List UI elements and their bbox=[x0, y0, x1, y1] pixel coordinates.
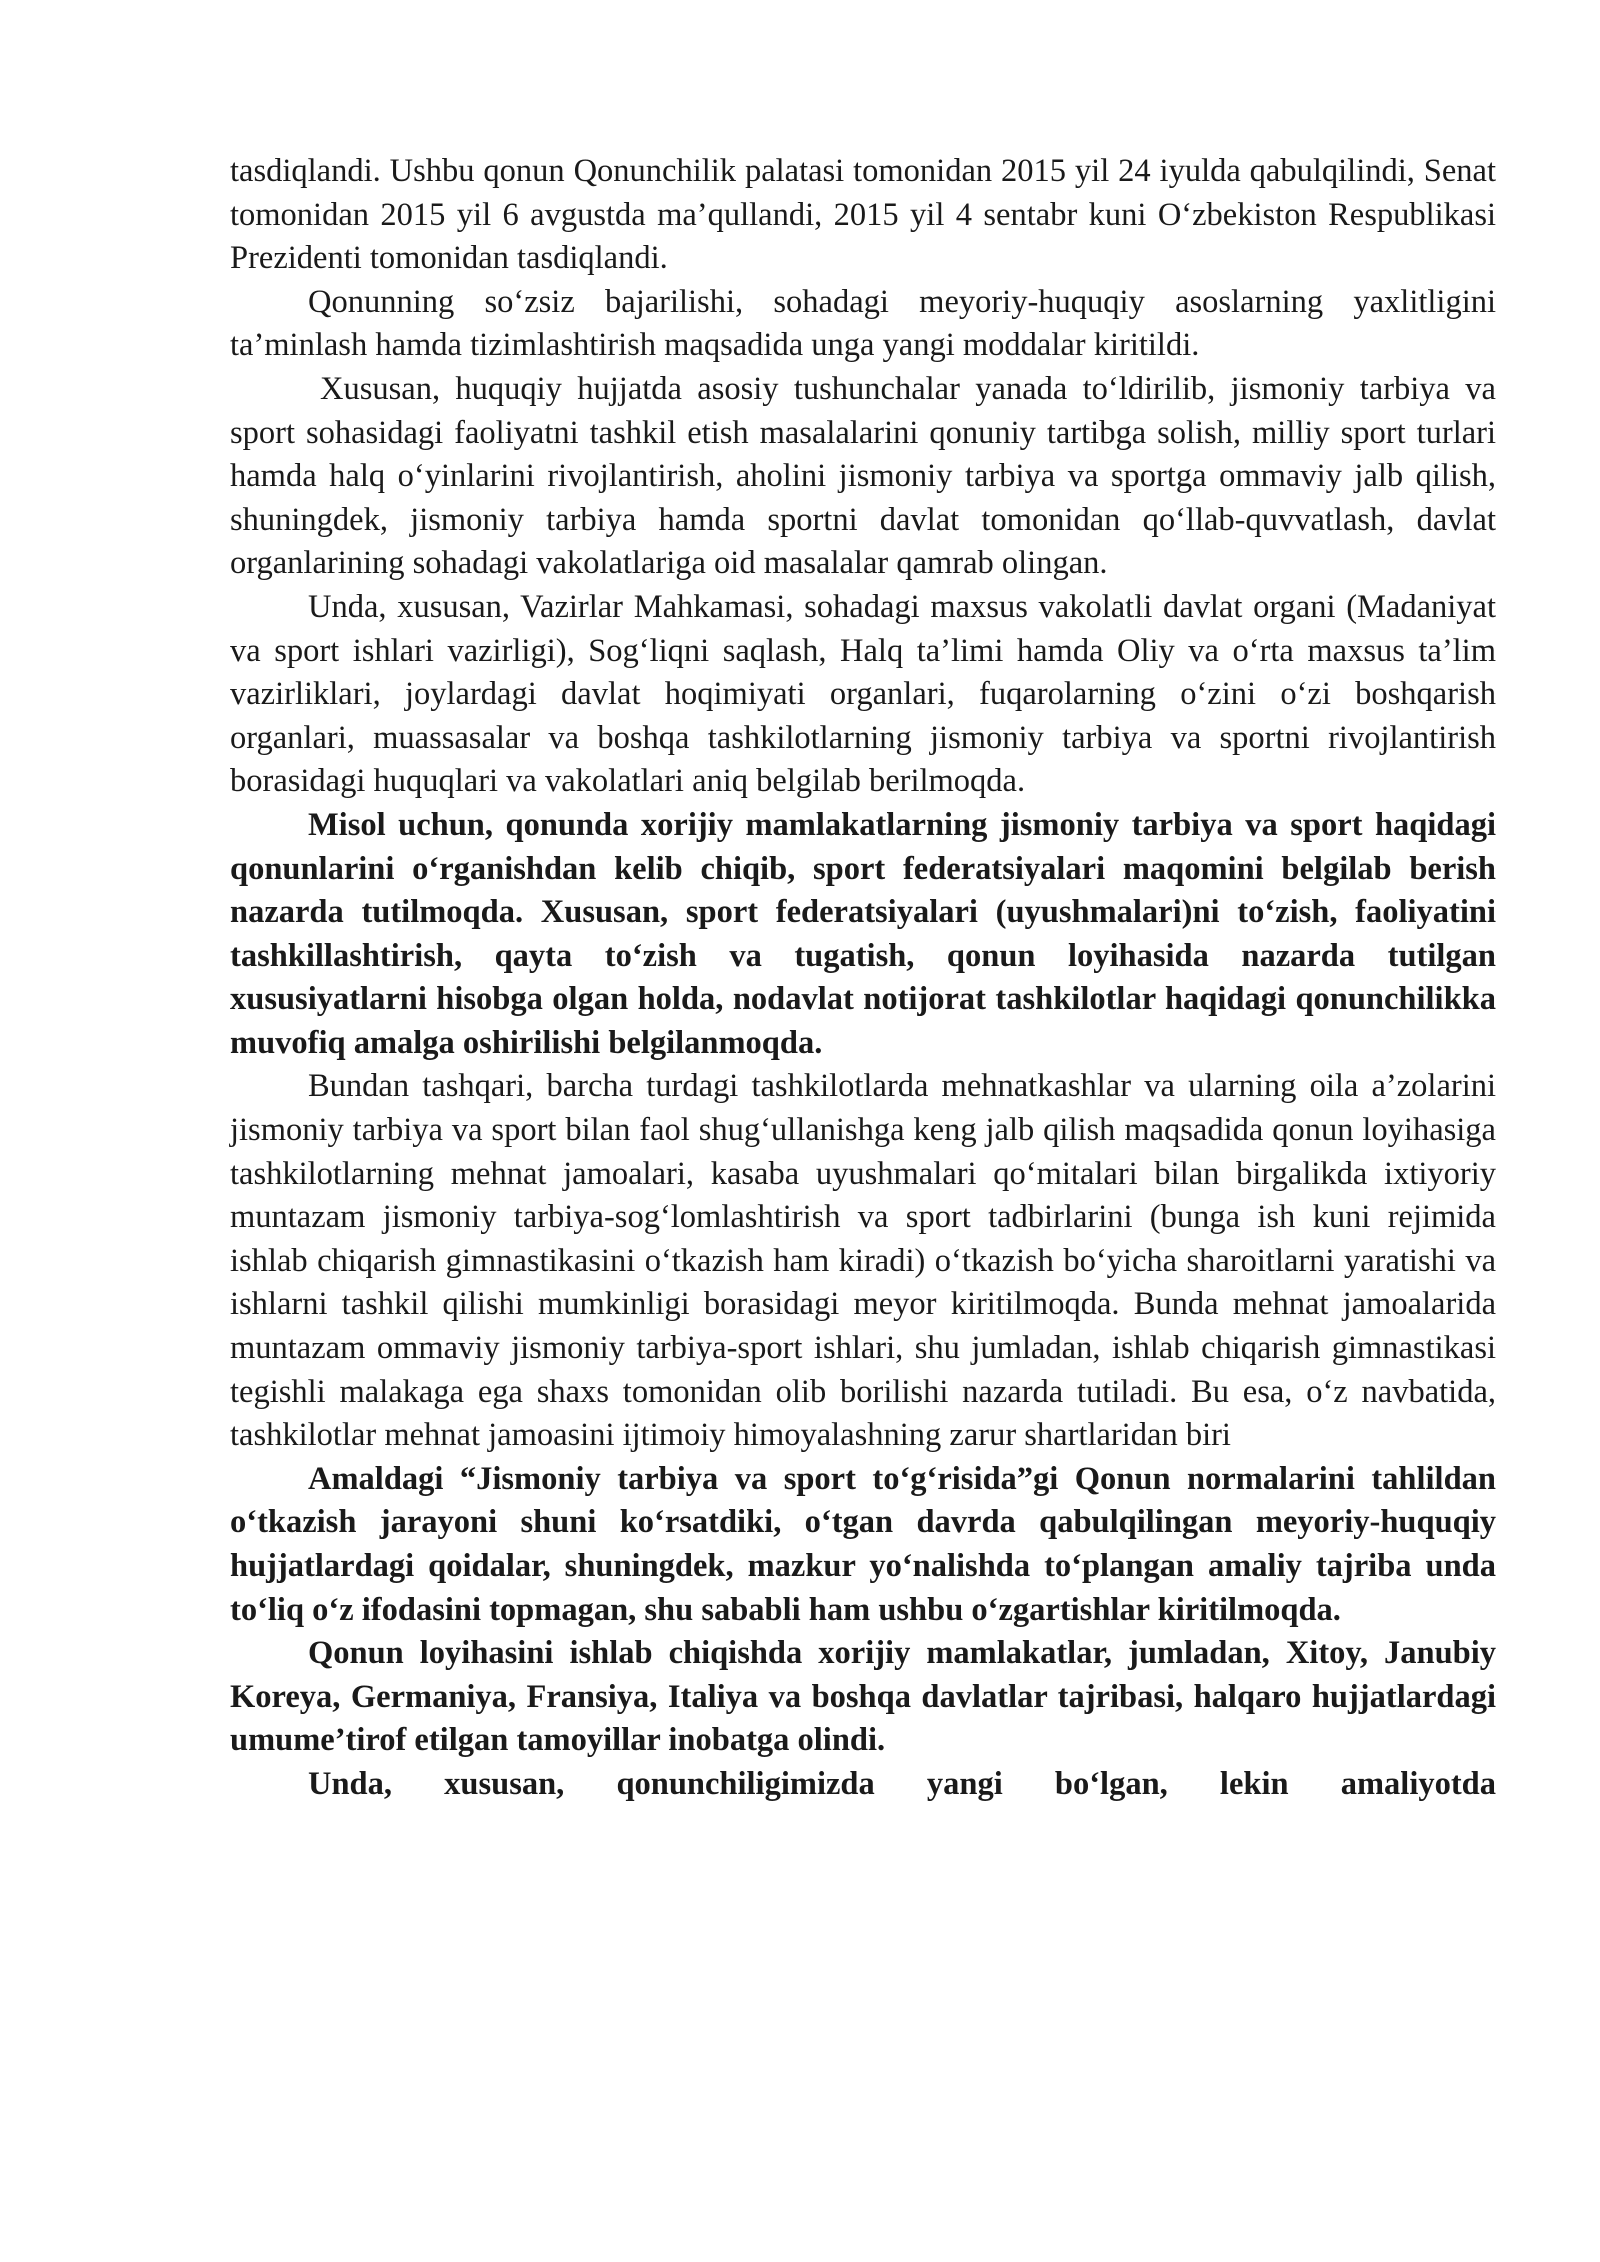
paragraph-workplace-sport: Bundan tashqari, barcha turdagi tashkilotlarda mehnatkashlar va ularning oila a’zolarini jismoniy tarbiya va sport bilan faol shug‘ullanishga keng jalb qilish maqsadida qonun loyihasiga tashkilotlarning mehnat jamoalari, kasaba uyushmalari qo‘mitalari bilan birgalikda ixtiyoriy muntazam jismoniy tarbiya-sog‘lomlashtirish va sport tadbirlarini (bunga ish kuni rejimida ishlab chiqarish gimnastikasini o‘tkazish ham kiradi) o‘tkazish bo‘yicha sharoitlarni yaratishi va ishlarni tashkil qilishi mumkinligi borasidagi meyor kiritilmoqda. Bunda mehnat jamoalarida muntazam ommaviy jismoniy tarbiya-sport ishlari, shu jumladan, ishlab chiqarish gimnastikasi tegishli malakaga ega shaxs tomonidan olib borilishi nazarda tutiladi. Bu esa, o‘z navbatida, tashkilotlar mehnat jamoasini ijtimoiy himoyalashning zarur shartlaridan biri bbox=[230, 1068, 1496, 1454]
paragraph-basic-concepts: Xususan, huquqiy hujjatda asosiy tushunchalar yanada to‘ldirilib, jismoniy tarbiya va sport sohasidagi faoliyatni tashkil etish masalalarini qonuniy tartibga solish, milliy sport turlari hamda halq o‘yinlarini rivojlantirish, aholini jismoniy tarbiya va sportga ommaviy jalb qilish, shuningdek, jismoniy tarbiya hamda sportni davlat tomonidan qo‘llab-quvvatlash, davlat organlarining sohadagi vakolatlariga oid masalalar qamrab olingan. bbox=[230, 370, 1496, 582]
paragraph-approval-dates: tasdiqlandi. Ushbu qonun Qonunchilik palatasi tomonidan 2015 yil 24 iyulda qabulqilindi, Senat tomonidan 2015 yil 6 avgustda ma’qullandi, 2015 yil 4 sentabr kuni O‘zbekiston Respublikasi Prezidenti tomonidan tasdiqlandi. bbox=[230, 153, 1496, 277]
paragraph-continuation: Unda, xususan, qonunchiligimizda yangi bo‘lgan, lekin amaliyotda bbox=[308, 1765, 1496, 1802]
paragraph-sport-federations: Misol uchun, qonunda xorijiy mamlakatlarning jismoniy tarbiya va sport haqidagi qonunlarini o‘rganishdan kelib chiqib, sport federatsiyalari maqomini belgilab berish nazarda tutilmoqda. Xususan, sport federatsiyalari (uyushmalari)ni to‘zish, faoliyatini tashkillashtirish, qayta to‘zish va tugatish, qonun loyihasida nazarda tutilgan xususiyatlarni hisobga olgan holda, nodavlat notijorat tashkilotlar haqidagi qonunchilikka muvofiq amalga oshirilishi belgilanmoqda. bbox=[230, 806, 1496, 1061]
paragraph-new-articles: Qonunning so‘zsiz bajarilishi, sohadagi meyoriy-huquqiy asoslarning yaxlitligini ta’minlash hamda tizimlashtirish maqsadida unga yangi moddalar kiritildi. bbox=[230, 283, 1496, 364]
paragraph-authorities: Unda, xususan, Vazirlar Mahkamasi, sohadagi maxsus vakolatli davlat organi (Madaniyat va sport ishlari vazirligi), Sog‘liqni saqlash, Halq ta’limi hamda Oliy va o‘rta maxsus ta’lim vazirliklari, joylardagi davlat hoqimiyati organlari, fuqarolarning o‘zini o‘zi boshqarish organlari, muassasalar va boshqa tashkilotlarning jismoniy tarbiya va sportni rivojlantirish borasidagi huquqlari va vakolatlari aniq belgilab berilmoqda. bbox=[230, 588, 1496, 800]
document-page bbox=[230, 150, 1496, 1807]
paragraph-foreign-experience: Qonun loyihasini ishlab chiqishda xorijiy mamlakatlar, jumladan, Xitoy, Janubiy Koreya, Germaniya, Fransiya, Italiya va boshqa davlatlar tajribasi, halqaro hujjatlardagi umume’tirof etilgan tamoyillar inobatga olindi. bbox=[230, 1635, 1496, 1759]
paragraph-law-analysis: Amaldagi “Jismoniy tarbiya va sport to‘g‘risida”gi Qonun normalarini tahlildan o‘tkazish jarayoni shuni ko‘rsatdiki, o‘tgan davrda qabulqilingan meyoriy-huquqiy hujjatlardagi qoidalar, shuningdek, mazkur yo‘nalishda to‘plangan amaliy tajriba unda to‘liq o‘z ifodasini topmagan, shu sababli ham ushbu o‘zgartishlar kiritilmoqda. bbox=[230, 1460, 1496, 1628]
